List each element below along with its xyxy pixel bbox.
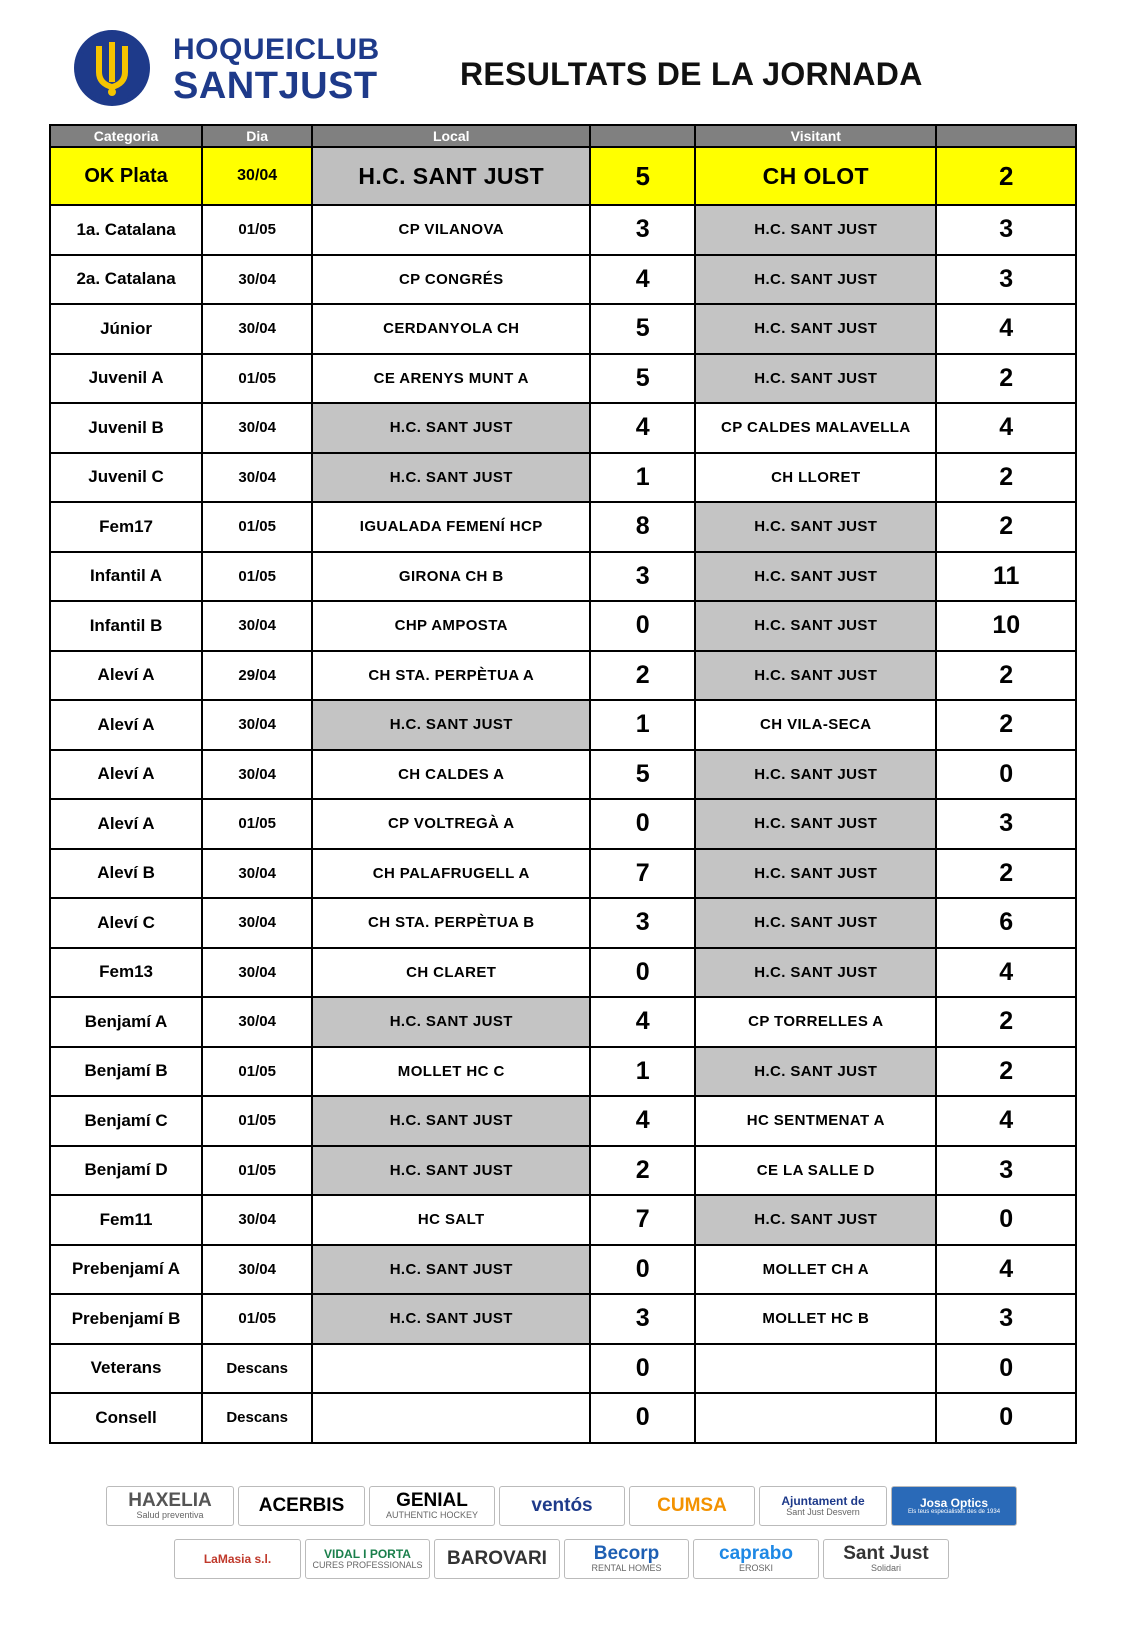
table-row: [50, 304, 1076, 354]
table-row: [50, 502, 1076, 552]
local-team-cell: MOLLET HC C: [312, 1047, 590, 1097]
table-header-row: [50, 125, 1076, 147]
sponsor-tagline: EROSKI: [738, 1563, 773, 1574]
visitant-score-cell: 3: [936, 1146, 1076, 1196]
local-score-cell: 0: [590, 948, 695, 998]
visitant-team-cell: H.C. SANT JUST: [695, 1195, 936, 1245]
visitant-team-cell: H.C. SANT JUST: [695, 750, 936, 800]
dia-cell: 01/05: [202, 1096, 312, 1146]
table-row: [50, 651, 1076, 701]
table-row: [50, 601, 1076, 651]
table-row: [50, 849, 1076, 899]
local-team-cell: H.C. SANT JUST: [312, 997, 590, 1047]
results-table: [49, 124, 1077, 1444]
categoria-cell: Fem17: [50, 502, 202, 552]
visitant-score-cell: 4: [936, 1245, 1076, 1295]
local-score-cell: 4: [590, 997, 695, 1047]
local-score-cell: 1: [590, 1047, 695, 1097]
sponsor-name: Sant Just: [843, 1543, 929, 1565]
local-score-cell: 4: [590, 403, 695, 453]
local-score-cell: 1: [590, 453, 695, 503]
local-team-cell: H.C. SANT JUST: [312, 700, 590, 750]
categoria-cell: Infantil B: [50, 601, 202, 651]
dia-cell: Descans: [202, 1393, 312, 1443]
categoria-cell: Aleví B: [50, 849, 202, 899]
local-team-cell: CH STA. PERPÈTUA A: [312, 651, 590, 701]
sponsor-logo: [629, 1486, 755, 1526]
visitant-team-cell: HC SENTMENAT A: [695, 1096, 936, 1146]
table-row: [50, 453, 1076, 503]
sponsor-name: GENIAL: [396, 1490, 468, 1512]
local-score-cell: 0: [590, 799, 695, 849]
local-score-cell: 7: [590, 849, 695, 899]
dia-cell: 30/04: [202, 453, 312, 503]
visitant-team-cell: H.C. SANT JUST: [695, 1047, 936, 1097]
dia-cell: 30/04: [202, 997, 312, 1047]
visitant-team-cell: H.C. SANT JUST: [695, 255, 936, 305]
sponsor-logo: [499, 1486, 625, 1526]
visitant-score-cell: 2: [936, 147, 1076, 205]
table-row: [50, 1047, 1076, 1097]
visitant-score-cell: 2: [936, 1047, 1076, 1097]
local-score-cell: 1: [590, 700, 695, 750]
dia-cell: 01/05: [202, 1146, 312, 1196]
dia-cell: 01/05: [202, 799, 312, 849]
categoria-cell: Fem11: [50, 1195, 202, 1245]
categoria-cell: Veterans: [50, 1344, 202, 1394]
local-score-cell: 0: [590, 1393, 695, 1443]
table-row: [50, 898, 1076, 948]
table-row: [50, 255, 1076, 305]
dia-cell: 30/04: [202, 147, 312, 205]
local-score-cell: 4: [590, 255, 695, 305]
categoria-cell: Benjamí D: [50, 1146, 202, 1196]
dia-cell: 30/04: [202, 601, 312, 651]
categoria-cell: Aleví A: [50, 651, 202, 701]
visitant-team-cell: MOLLET HC B: [695, 1294, 936, 1344]
visitant-team-cell: H.C. SANT JUST: [695, 849, 936, 899]
visitant-team-cell: MOLLET CH A: [695, 1245, 936, 1295]
sponsor-logo: [305, 1539, 430, 1579]
column-header-visitant: Visitant: [695, 125, 936, 147]
sponsors-row-2: [0, 1539, 1123, 1579]
dia-cell: 01/05: [202, 205, 312, 255]
visitant-score-cell: 0: [936, 750, 1076, 800]
sponsor-tagline: RENTAL HOMES: [591, 1563, 662, 1574]
sponsor-logo: [174, 1539, 301, 1579]
sponsor-name: ACERBIS: [258, 1495, 345, 1517]
categoria-cell: 1a. Catalana: [50, 205, 202, 255]
sponsor-logo: [238, 1486, 365, 1526]
categoria-cell: Consell: [50, 1393, 202, 1443]
table-row: [50, 948, 1076, 998]
dia-cell: 30/04: [202, 1195, 312, 1245]
visitant-score-cell: 3: [936, 255, 1076, 305]
sponsor-name: Josa Optics: [919, 1495, 989, 1510]
categoria-cell: Prebenjamí A: [50, 1245, 202, 1295]
categoria-cell: Infantil A: [50, 552, 202, 602]
sponsor-logo: [106, 1486, 234, 1526]
visitant-score-cell: 2: [936, 849, 1076, 899]
local-score-cell: 3: [590, 1294, 695, 1344]
visitant-score-cell: 2: [936, 997, 1076, 1047]
local-score-cell: 5: [590, 750, 695, 800]
local-team-cell: H.C. SANT JUST: [312, 1294, 590, 1344]
table-row: [50, 1096, 1076, 1146]
dia-cell: 01/05: [202, 354, 312, 404]
categoria-cell: Fem13: [50, 948, 202, 998]
categoria-cell: Aleví C: [50, 898, 202, 948]
visitant-score-cell: 6: [936, 898, 1076, 948]
local-score-cell: 2: [590, 1146, 695, 1196]
local-team-cell: GIRONA CH B: [312, 552, 590, 602]
local-score-cell: 3: [590, 552, 695, 602]
visitant-team-cell: H.C. SANT JUST: [695, 948, 936, 998]
visitant-team-cell: CP TORRELLES A: [695, 997, 936, 1047]
categoria-cell: Aleví A: [50, 799, 202, 849]
column-header-local: Local: [312, 125, 590, 147]
categoria-cell: Juvenil C: [50, 453, 202, 503]
sponsor-logo: [693, 1539, 819, 1579]
visitant-score-cell: 4: [936, 1096, 1076, 1146]
visitant-score-cell: 2: [936, 354, 1076, 404]
visitant-score-cell: 11: [936, 552, 1076, 602]
column-header-local-score: [590, 125, 695, 147]
categoria-cell: Aleví A: [50, 700, 202, 750]
sponsor-logo: [759, 1486, 887, 1526]
table-row: [50, 997, 1076, 1047]
dia-cell: 01/05: [202, 552, 312, 602]
visitant-score-cell: 3: [936, 1294, 1076, 1344]
sponsors-row-1: [0, 1486, 1123, 1526]
sponsor-tagline: Els teus especialistes des de 1934: [907, 1509, 1001, 1516]
table-row: [50, 1344, 1076, 1394]
sponsor-name: Ajuntament de: [781, 1493, 865, 1508]
visitant-team-cell: [695, 1344, 936, 1394]
visitant-score-cell: 10: [936, 601, 1076, 651]
visitant-team-cell: H.C. SANT JUST: [695, 799, 936, 849]
dia-cell: 30/04: [202, 255, 312, 305]
table-row: [50, 700, 1076, 750]
table-row: [50, 552, 1076, 602]
page-title: RESULTATS DE LA JORNADA: [460, 56, 923, 92]
dia-cell: 30/04: [202, 948, 312, 998]
sponsor-name: HAXELIA: [128, 1490, 212, 1512]
local-team-cell: CH CLARET: [312, 948, 590, 998]
table-row: [50, 354, 1076, 404]
local-team-cell: CH CALDES A: [312, 750, 590, 800]
visitant-score-cell: 4: [936, 948, 1076, 998]
local-score-cell: 0: [590, 1344, 695, 1394]
table-row: [50, 799, 1076, 849]
local-team-cell: H.C. SANT JUST: [312, 1146, 590, 1196]
categoria-cell: Benjamí C: [50, 1096, 202, 1146]
dia-cell: 30/04: [202, 750, 312, 800]
local-score-cell: 8: [590, 502, 695, 552]
categoria-cell: OK Plata: [50, 147, 202, 205]
categoria-cell: Júnior: [50, 304, 202, 354]
local-team-cell: CP VOLTREGÀ A: [312, 799, 590, 849]
visitant-team-cell: H.C. SANT JUST: [695, 205, 936, 255]
local-team-cell: IGUALADA FEMENÍ HCP: [312, 502, 590, 552]
visitant-score-cell: 4: [936, 403, 1076, 453]
local-team-cell: CH STA. PERPÈTUA B: [312, 898, 590, 948]
categoria-cell: Juvenil A: [50, 354, 202, 404]
sponsor-name: CUMSA: [657, 1495, 727, 1517]
results-body: [50, 205, 1076, 1443]
visitant-team-cell: CP CALDES MALAVELLA: [695, 403, 936, 453]
sponsor-name: Becorp: [593, 1543, 660, 1565]
categoria-cell: Benjamí A: [50, 997, 202, 1047]
visitant-score-cell: 3: [936, 799, 1076, 849]
sponsor-tagline: Solidari: [870, 1563, 901, 1574]
visitant-score-cell: 2: [936, 502, 1076, 552]
sponsor-logo: [823, 1539, 949, 1579]
sponsor-name: LaMasia s.l.: [203, 1551, 272, 1566]
visitant-team-cell: [695, 1393, 936, 1443]
local-score-cell: 3: [590, 205, 695, 255]
local-score-cell: 5: [590, 147, 695, 205]
visitant-team-cell: CH OLOT: [695, 147, 936, 205]
visitant-score-cell: 0: [936, 1344, 1076, 1394]
sponsor-logo: [564, 1539, 689, 1579]
local-score-cell: 5: [590, 304, 695, 354]
table-row: [50, 1393, 1076, 1443]
dia-cell: 30/04: [202, 304, 312, 354]
table-row: [50, 403, 1076, 453]
visitant-team-cell: CH LLORET: [695, 453, 936, 503]
local-team-cell: H.C. SANT JUST: [312, 403, 590, 453]
local-team-cell: [312, 1393, 590, 1443]
local-team-cell: HC SALT: [312, 1195, 590, 1245]
local-team-cell: CE ARENYS MUNT A: [312, 354, 590, 404]
visitant-score-cell: 4: [936, 304, 1076, 354]
club-logo: [72, 28, 152, 108]
sponsor-logo: [369, 1486, 495, 1526]
visitant-score-cell: 2: [936, 651, 1076, 701]
column-header-visitant-score: [936, 125, 1076, 147]
visitant-score-cell: 2: [936, 453, 1076, 503]
sponsor-tagline: AUTHENTIC HOCKEY: [385, 1510, 478, 1521]
visitant-team-cell: H.C. SANT JUST: [695, 354, 936, 404]
column-header-dia: Dia: [202, 125, 312, 147]
table-row: [50, 1195, 1076, 1245]
sponsor-name: VIDAL I PORTA: [324, 1546, 411, 1561]
club-name-line1: HOQUEICLUB: [173, 33, 380, 66]
local-score-cell: 2: [590, 651, 695, 701]
local-team-cell: H.C. SANT JUST: [312, 147, 590, 205]
sponsor-name: ventós: [531, 1495, 593, 1517]
table-row: [50, 1146, 1076, 1196]
visitant-team-cell: CE LA SALLE D: [695, 1146, 936, 1196]
visitant-team-cell: H.C. SANT JUST: [695, 502, 936, 552]
local-team-cell: H.C. SANT JUST: [312, 1245, 590, 1295]
sponsor-logo: [434, 1539, 560, 1579]
local-team-cell: CHP AMPOSTA: [312, 601, 590, 651]
categoria-cell: Aleví A: [50, 750, 202, 800]
local-team-cell: CP VILANOVA: [312, 205, 590, 255]
categoria-cell: 2a. Catalana: [50, 255, 202, 305]
table-row: [50, 1245, 1076, 1295]
visitant-team-cell: H.C. SANT JUST: [695, 898, 936, 948]
categoria-cell: Prebenjamí B: [50, 1294, 202, 1344]
visitant-team-cell: H.C. SANT JUST: [695, 601, 936, 651]
local-score-cell: 0: [590, 601, 695, 651]
dia-cell: 30/04: [202, 898, 312, 948]
club-name: [173, 35, 380, 105]
local-team-cell: H.C. SANT JUST: [312, 1096, 590, 1146]
sponsor-tagline: CURES PROFESSIONALS: [312, 1559, 423, 1570]
local-team-cell: CP CONGRÉS: [312, 255, 590, 305]
dia-cell: 30/04: [202, 849, 312, 899]
dia-cell: 30/04: [202, 403, 312, 453]
visitant-score-cell: 2: [936, 700, 1076, 750]
visitant-score-cell: 0: [936, 1195, 1076, 1245]
local-score-cell: 7: [590, 1195, 695, 1245]
dia-cell: 01/05: [202, 1047, 312, 1097]
club-name-line2: SANTJUST: [173, 65, 378, 107]
local-score-cell: 3: [590, 898, 695, 948]
local-score-cell: 4: [590, 1096, 695, 1146]
local-team-cell: H.C. SANT JUST: [312, 453, 590, 503]
visitant-score-cell: 3: [936, 205, 1076, 255]
sponsor-tagline: Salud preventiva: [136, 1510, 204, 1521]
local-team-cell: [312, 1344, 590, 1394]
categoria-cell: Juvenil B: [50, 403, 202, 453]
sponsor-name: caprabo: [719, 1543, 793, 1565]
sponsor-name: BAROVARI: [447, 1548, 547, 1570]
dia-cell: 01/05: [202, 502, 312, 552]
visitant-score-cell: 0: [936, 1393, 1076, 1443]
local-score-cell: 5: [590, 354, 695, 404]
categoria-cell: Benjamí B: [50, 1047, 202, 1097]
local-team-cell: CERDANYOLA CH: [312, 304, 590, 354]
visitant-team-cell: H.C. SANT JUST: [695, 552, 936, 602]
dia-cell: 30/04: [202, 700, 312, 750]
table-row: [50, 1294, 1076, 1344]
dia-cell: 29/04: [202, 651, 312, 701]
dia-cell: Descans: [202, 1344, 312, 1394]
visitant-team-cell: CH VILA-SECA: [695, 700, 936, 750]
column-header-categoria: Categoria: [50, 125, 202, 147]
visitant-team-cell: H.C. SANT JUST: [695, 651, 936, 701]
sponsor-logo: [891, 1486, 1017, 1526]
local-team-cell: CH PALAFRUGELL A: [312, 849, 590, 899]
table-row: [50, 750, 1076, 800]
featured-match-row: [50, 147, 1076, 205]
dia-cell: 01/05: [202, 1294, 312, 1344]
visitant-team-cell: H.C. SANT JUST: [695, 304, 936, 354]
dia-cell: 30/04: [202, 1245, 312, 1295]
local-score-cell: 0: [590, 1245, 695, 1295]
sponsor-tagline: Sant Just Desvern: [786, 1506, 860, 1517]
table-row: [50, 205, 1076, 255]
